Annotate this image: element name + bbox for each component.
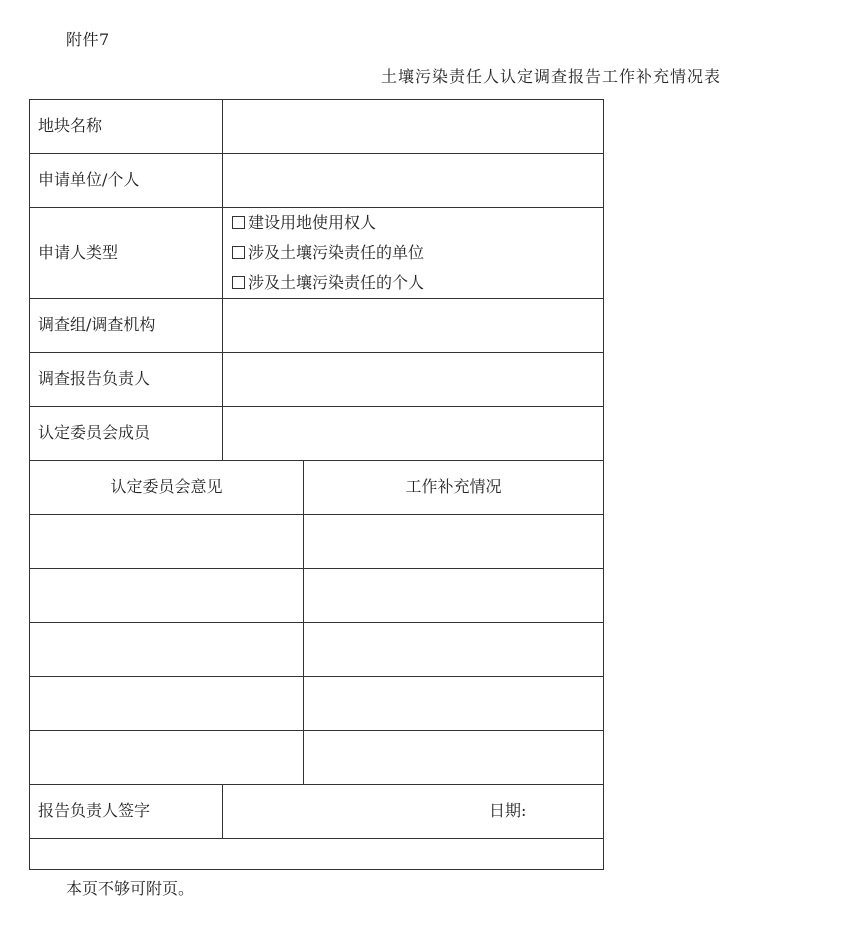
opinion-cell[interactable]: [30, 731, 303, 784]
opinion-cell[interactable]: [30, 515, 303, 568]
applicant-type-label: 申请人类型: [38, 243, 119, 262]
option-label: 涉及土壤污染责任的个人: [248, 273, 425, 292]
checkbox[interactable]: [232, 276, 245, 289]
applicant-type-option[interactable]: [232, 273, 424, 293]
opinion-column-header: 认定委员会意见: [110, 477, 223, 496]
plot-name-field[interactable]: [223, 100, 603, 153]
date-label: 日期:: [489, 801, 527, 820]
applicant-field[interactable]: [223, 154, 603, 207]
table-border-bottom: [29, 869, 604, 870]
committee-members-field[interactable]: [223, 407, 603, 460]
option-label: 涉及土壤污染责任的单位: [248, 243, 425, 262]
report-lead-label: 调查报告负责人: [38, 369, 151, 388]
supplement-cell[interactable]: [304, 623, 603, 676]
checkbox[interactable]: [232, 246, 245, 259]
row-divider: [29, 207, 604, 208]
footnote: 本页不够可附页。: [66, 879, 195, 898]
committee-members-label: 认定委员会成员: [38, 423, 151, 442]
opinion-cell[interactable]: [30, 623, 303, 676]
investigation-org-label: 调查组/调查机构: [38, 315, 156, 334]
applicant-type-option[interactable]: [232, 213, 376, 233]
blank-row[interactable]: [30, 839, 603, 869]
checkbox[interactable]: [232, 216, 245, 229]
row-divider: [29, 460, 604, 461]
supplement-column-header: 工作补充情况: [405, 477, 502, 496]
plot-name-label: 地块名称: [38, 116, 103, 135]
supplement-cell[interactable]: [304, 677, 603, 730]
applicant-label: 申请单位/个人: [38, 170, 140, 189]
attachment-label: 附件7: [66, 30, 110, 49]
supplement-cell[interactable]: [304, 731, 603, 784]
signature-field[interactable]: [223, 785, 603, 838]
signature-label: 报告负责人签字: [38, 801, 151, 820]
opinion-cell[interactable]: [30, 677, 303, 730]
supplement-cell[interactable]: [304, 515, 603, 568]
table-border-right: [603, 99, 604, 870]
form-title: 土壤污染责任人认定调查报告工作补充情况表: [381, 67, 722, 86]
option-label: 建设用地使用权人: [248, 213, 377, 232]
investigation-org-field[interactable]: [223, 299, 603, 352]
supplement-cell[interactable]: [304, 569, 603, 622]
applicant-type-option[interactable]: [232, 243, 424, 263]
report-lead-field[interactable]: [223, 353, 603, 406]
opinion-cell[interactable]: [30, 569, 303, 622]
